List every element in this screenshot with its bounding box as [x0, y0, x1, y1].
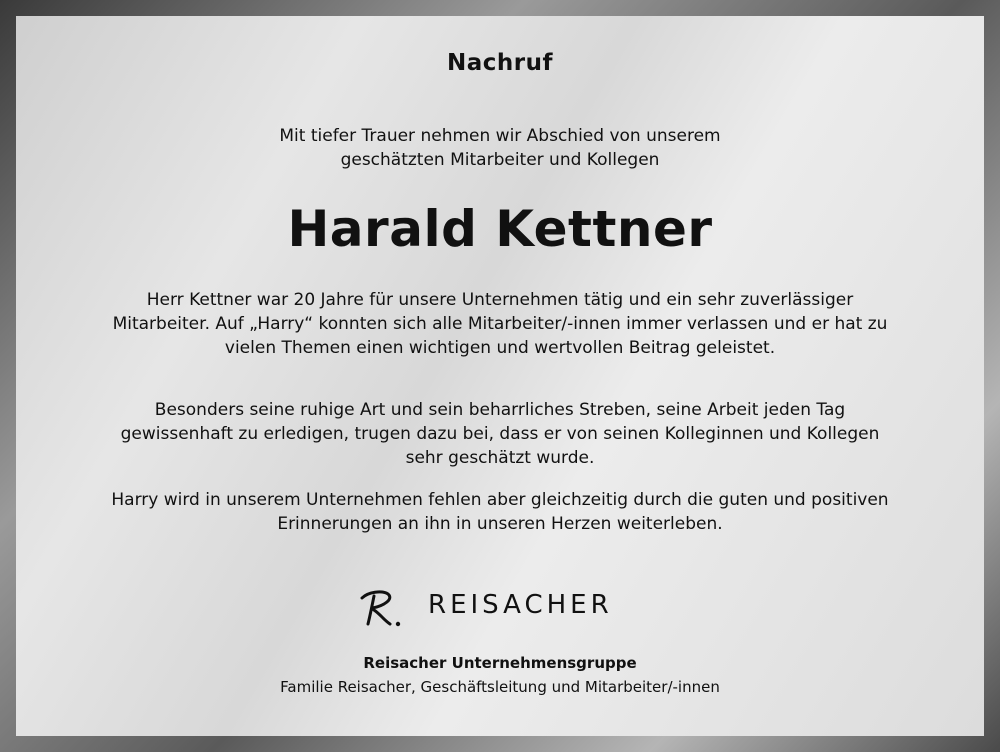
paragraph-3	[16, 488, 984, 536]
paragraph-2-line-3: sehr geschätzt wurde.	[405, 448, 595, 468]
obituary-card	[16, 16, 984, 736]
paragraph-2	[16, 398, 984, 470]
deceased-name: Harald Kettner	[287, 200, 713, 258]
logo-text: REISACHER	[428, 590, 613, 620]
paragraph-3-line-1: Harry wird in unserem Unternehmen fehlen aber gleichzeitig durch die guten und positiven	[111, 490, 889, 510]
intro-line-1: Mit tiefer Trauer nehmen wir Abschied von unserem	[279, 126, 721, 146]
intro-text	[16, 124, 984, 172]
paragraph-1	[16, 288, 984, 360]
company-logo	[356, 584, 656, 630]
paragraph-1-line-1: Herr Kettner war 20 Jahre für unsere Unternehmen tätig und ein sehr zuverlässiger	[146, 290, 854, 310]
paragraph-1-line-3: vielen Themen einen wichtigen und wertvollen Beitrag geleistet.	[224, 338, 776, 358]
paragraph-2-line-1: Besonders seine ruhige Art und sein beharrliches Streben, seine Arbeit jeden Tag	[154, 400, 846, 420]
paragraph-2-line-2: gewissenhaft zu erledigen, trugen dazu bei, dass er von seinen Kolleginnen und Kollegen	[120, 424, 880, 444]
paragraph-1-line-2: Mitarbeiter. Auf „Harry“ konnten sich alle Mitarbeiter/-innen immer verlassen und er hat zu	[112, 314, 888, 334]
intro-line-2: geschätzten Mitarbeiter und Kollegen	[340, 150, 660, 170]
company-name: Reisacher Unternehmensgruppe	[363, 654, 637, 672]
family-signoff: Familie Reisacher, Geschäftsleitung und Mitarbeiter/-innen	[280, 678, 720, 696]
heading: Nachruf	[446, 50, 553, 76]
signature-r-icon	[356, 584, 412, 630]
paragraph-3-line-2: Erinnerungen an ihn in unseren Herzen weiterleben.	[277, 514, 723, 534]
